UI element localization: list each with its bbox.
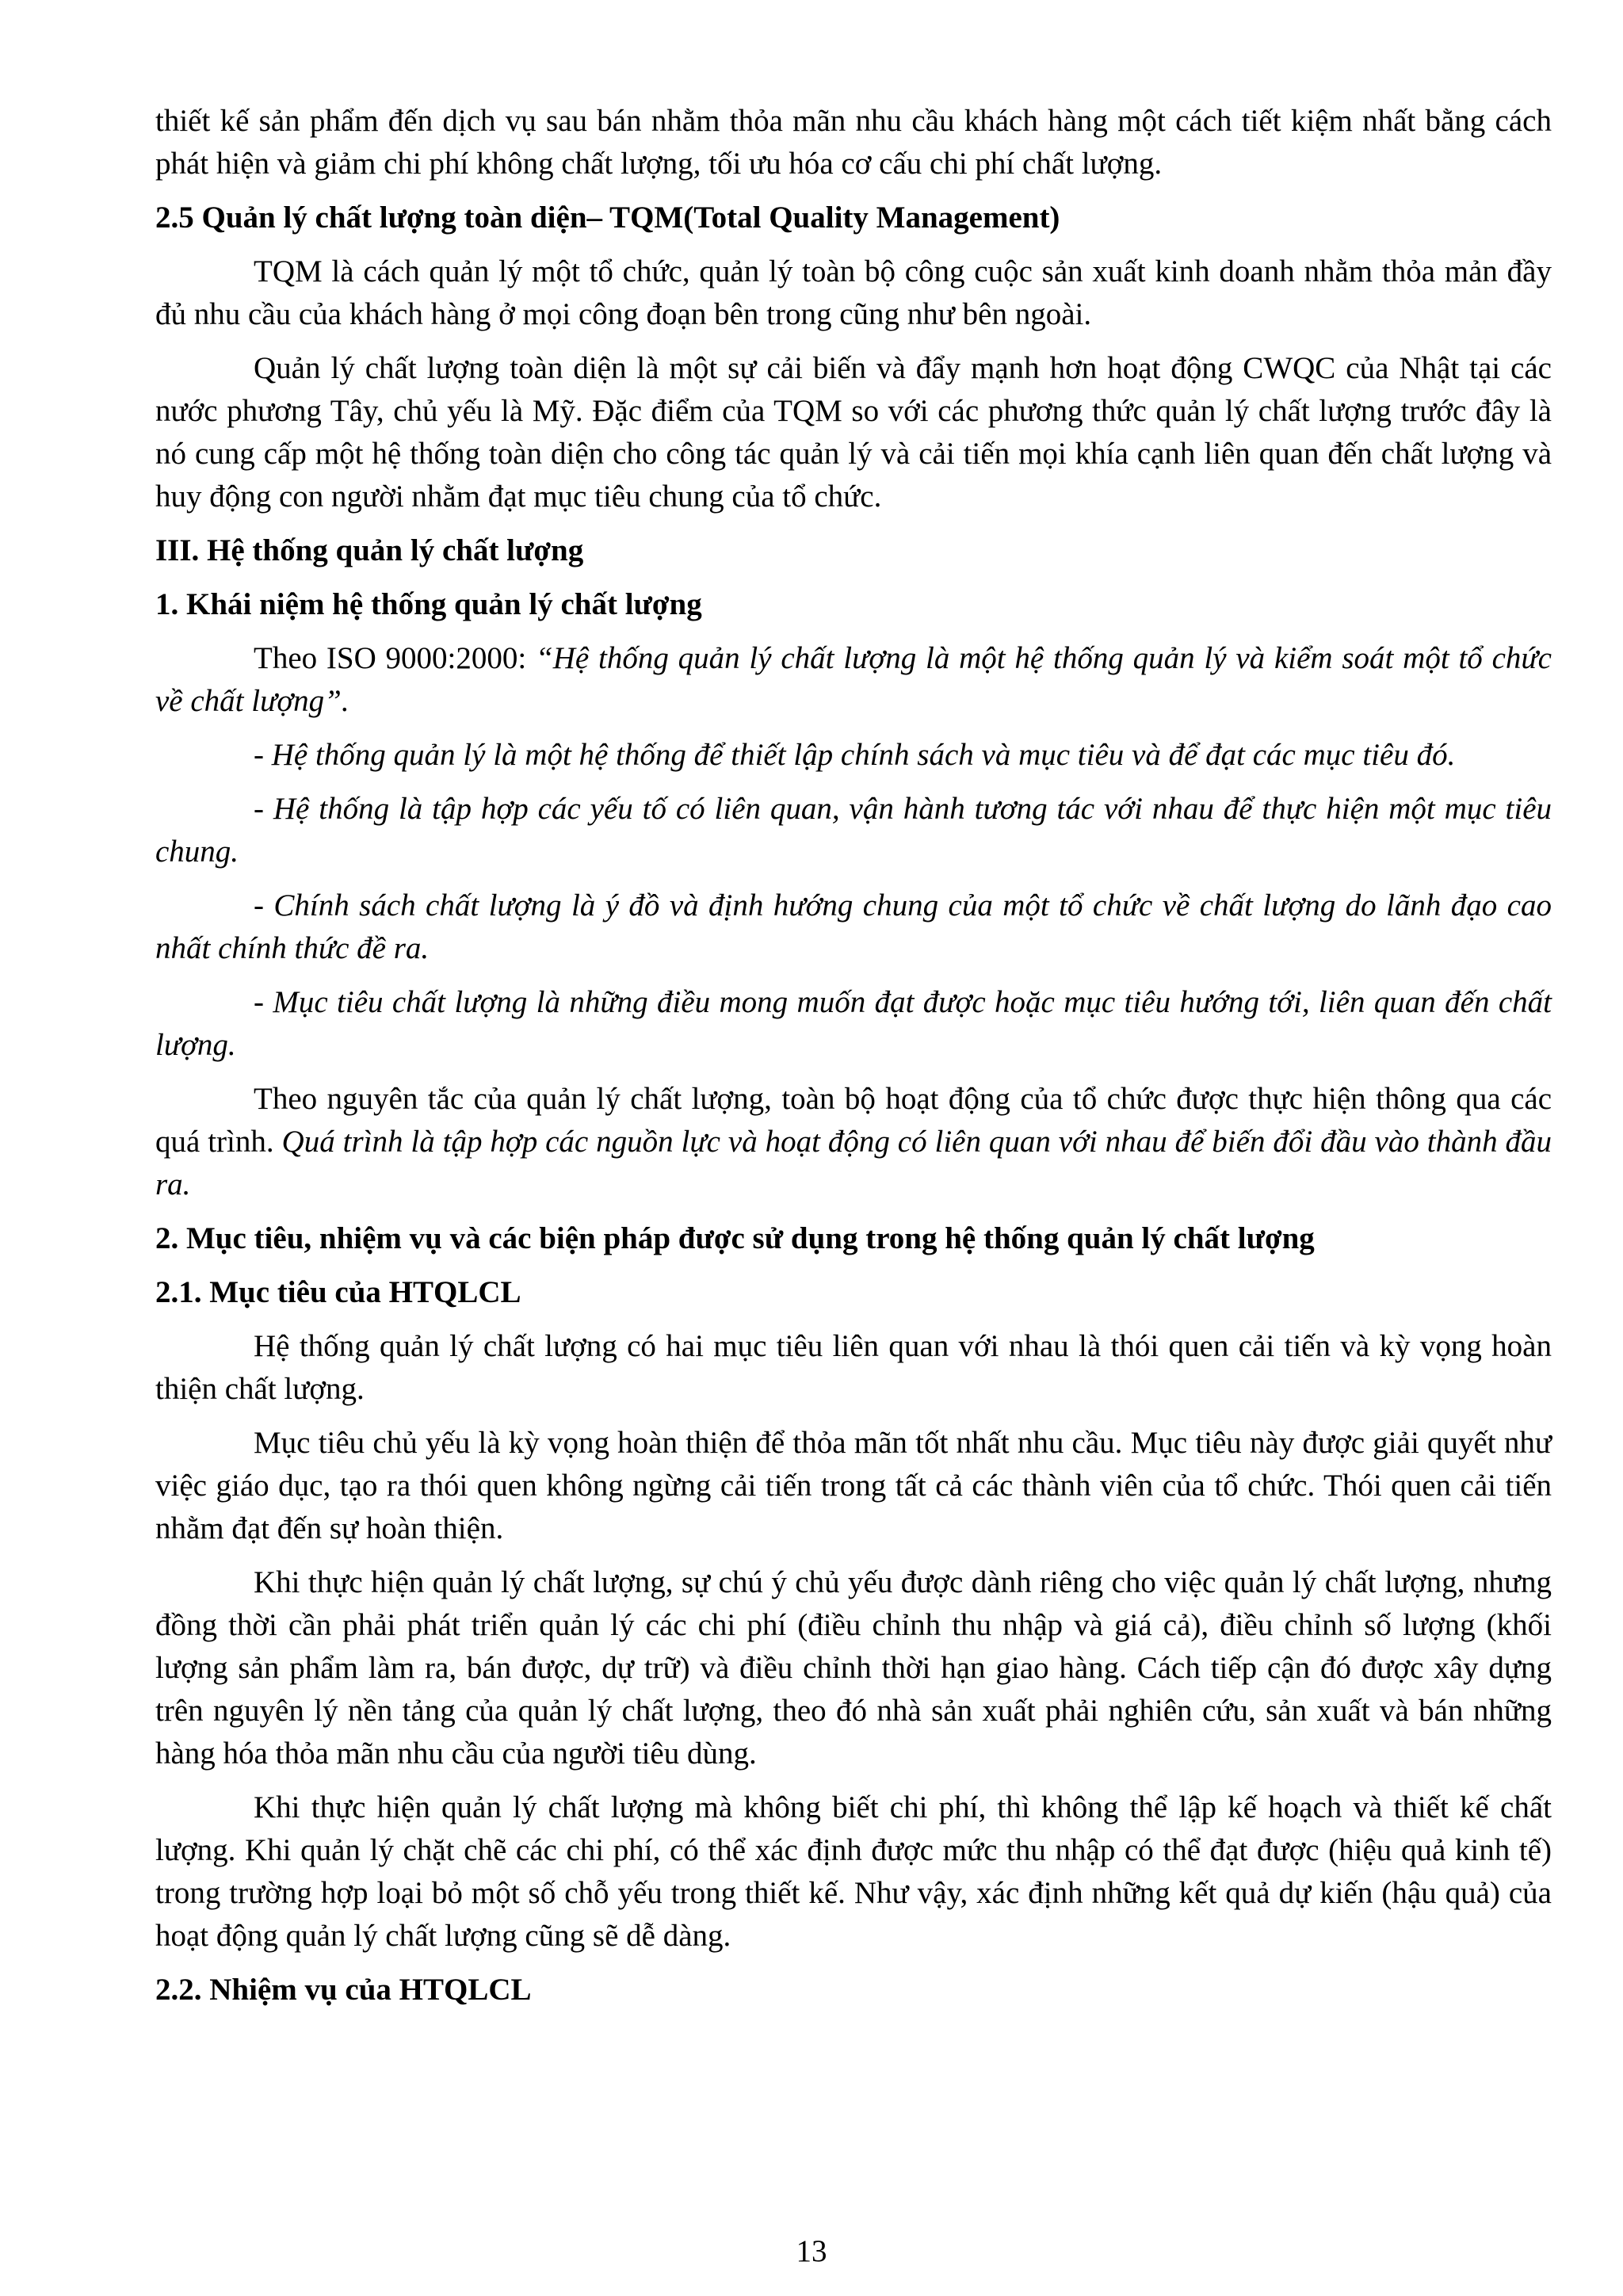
page-number: 13 bbox=[796, 2234, 827, 2268]
paragraph-process-principle bbox=[155, 1078, 1552, 1206]
bullet-system: - Hệ thống là tập hợp các yếu tố có liên quan, vận hành tương tác với nhau để thực hiện một mục tiêu chung. bbox=[155, 792, 1552, 869]
heading-2-objectives-tasks: 2. Mục tiêu, nhiệm vụ và các biện pháp được sử dụng trong hệ thống quản lý chất lượng bbox=[155, 1221, 1315, 1255]
paragraph-iso-definition bbox=[155, 637, 1552, 723]
paragraph-cost-planning: Khi thực hiện quản lý chất lượng mà không biết chi phí, thì không thể lập kế hoạch và thiết kế chất lượng. Khi quản lý chặt chẽ các chi phí, có thể xác định được mức thu nhập có thể đạt được (hiệu quả kinh tế) trong trường hợp loại bỏ một số chỗ yếu trong thiết kế. Như vậy, xác định những kết quả dự kiến (hậu quả) của hoạt động quản lý chất lượng cũng sẽ dễ dàng. bbox=[155, 1790, 1552, 1953]
process-definition: Quá trình là tập hợp các nguồn lực và hoạt động có liên quan với nhau để biến đổi đầu vào thành đầu ra. bbox=[155, 1125, 1552, 1201]
paragraph-tqm-characteristics: Quản lý chất lượng toàn diện là một sự cải biến và đẩy mạnh hơn hoạt động CWQC của Nhật tại các nước phương Tây, chủ yếu là Mỹ. Đặc điểm của TQM so với các phương thức quản lý chất lượng trước đây là nó cung cấp một hệ thống toàn diện cho công tác quản lý và cải tiến mọi khía cạnh liên quan đến chất lượng và huy động con người nhằm đạt mục tiêu chung của tổ chức. bbox=[155, 351, 1552, 514]
bullet-management-system: - Hệ thống quản lý là một hệ thống để thiết lập chính sách và mục tiêu và để đạt các mục tiêu đó. bbox=[254, 738, 1456, 772]
bullet-quality-objective: - Mục tiêu chất lượng là những điều mong muốn đạt được hoặc mục tiêu hướng tới, liên quan đến chất lượng. bbox=[155, 985, 1552, 1062]
heading-2-1-objectives: 2.1. Mục tiêu của HTQLCL bbox=[155, 1275, 521, 1309]
process-principle-lead: Theo nguyên tắc của quản lý chất lượng, toàn bộ hoạt động của tổ chức được thực hiện thông qua các quá trình. bbox=[155, 1082, 1552, 1159]
paragraph-continued: thiết kế sản phẩm đến dịch vụ sau bán nhằm thỏa mãn nhu cầu khách hàng một cách tiết kiệm nhất bằng cách phát hiện và giảm chi phí không chất lượng, tối ưu hóa cơ cấu chi phí chất lượng. bbox=[155, 104, 1552, 181]
document-page bbox=[155, 100, 1552, 2023]
heading-1-concept: 1. Khái niệm hệ thống quản lý chất lượng bbox=[155, 587, 702, 621]
paragraph-tqm-definition: TQM là cách quản lý một tổ chức, quản lý toàn bộ công cuộc sản xuất kinh doanh nhằm thỏa mản đầy đủ nhu cầu của khách hàng ở mọi công đoạn bên trong cũng như bên ngoài. bbox=[155, 254, 1552, 331]
iso-definition-lead: Theo ISO 9000:2000: bbox=[254, 641, 537, 675]
bullet-quality-policy: - Chính sách chất lượng là ý đồ và định hướng chung của một tổ chức về chất lượng do lãnh đạo cao nhất chính thức đề ra. bbox=[155, 888, 1552, 965]
iso-definition-quote: “Hệ thống quản lý chất lượng là một hệ thống quản lý và kiểm soát một tổ chức về chất lượng”. bbox=[155, 641, 1552, 718]
paragraph-main-objective: Mục tiêu chủ yếu là kỳ vọng hoàn thiện để thỏa mãn tốt nhất nhu cầu. Mục tiêu này được giải quyết như việc giáo dục, tạo ra thói quen không ngừng cải tiến trong tất cả các thành viên của tổ chức. Thói quen cải tiến nhằm đạt đến sự hoàn thiện. bbox=[155, 1426, 1552, 1545]
paragraph-two-objectives: Hệ thống quản lý chất lượng có hai mục tiêu liên quan với nhau là thói quen cải tiến và kỳ vọng hoàn thiện chất lượng. bbox=[155, 1329, 1552, 1406]
heading-2-2-tasks: 2.2. Nhiệm vụ của HTQLCL bbox=[155, 1973, 532, 2007]
heading-section-III: III. Hệ thống quản lý chất lượng bbox=[155, 533, 584, 567]
paragraph-cost-quantity-management: Khi thực hiện quản lý chất lượng, sự chú ý chủ yếu được dành riêng cho việc quản lý chất lượng, nhưng đồng thời cần phải phát triển quản lý các chi phí (điều chỉnh thu nhập và giá cả), điều chỉnh số lượng (khối lượng sản phẩm làm ra, bán được, dự trữ) và điều chỉnh thời hạn giao hàng. Cách tiếp cận đó được xây dựng trên nguyên lý nền tảng của quản lý chất lượng, theo đó nhà sản xuất phải nghiên cứu, sản xuất và bán những hàng hóa thỏa mãn nhu cầu của người tiêu dùng. bbox=[155, 1565, 1552, 1771]
heading-2-5-tqm: 2.5 Quản lý chất lượng toàn diện– TQM(Total Quality Management) bbox=[155, 201, 1060, 235]
